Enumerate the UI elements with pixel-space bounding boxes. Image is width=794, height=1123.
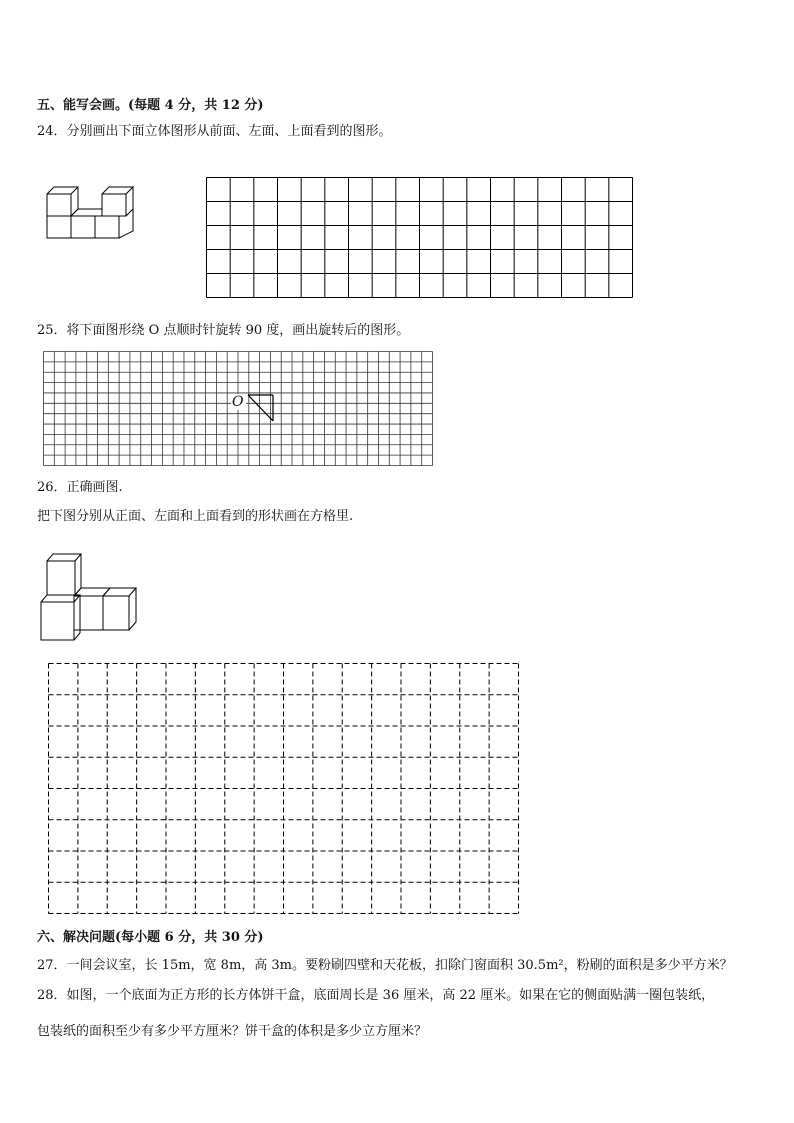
q26-cube-figure (38, 550, 138, 642)
point-o-label: O (232, 394, 244, 410)
question-28-text-line1: 28．如图，一个底面为正方形的长方体饼干盒，底面周长是 36 厘米，高 22 厘米。如果在它的侧面贴满一圈包装纸， (37, 988, 715, 1003)
question-27-text: 27．一间会议室，长 15m，宽 8m，高 3m。要粉刷四壁和天花板，扣除门窗面积 30.5m²，粉刷的面积是多少平方米？ (37, 958, 733, 973)
q26-answer-dashed-grid (48, 663, 520, 915)
question-26-instruction: 把下图分别从正面、左面和上面看到的形状画在方格里. (37, 509, 354, 524)
section-5-title: 五、能写会画。(每题 4 分，共 12 分) (37, 98, 264, 113)
question-25-text: 25．将下面图形绕 O 点顺时针旋转 90 度，画出旋转后的图形。 (37, 323, 410, 338)
question-26-text: 26．正确画图. (37, 480, 123, 495)
q24-answer-grid (206, 177, 634, 298)
question-24-text: 24．分别画出下面立体图形从前面、左面、上面看到的图形。 (37, 124, 392, 139)
section-6-title: 六、解决问题(每小题 6 分，共 30 分) (37, 930, 264, 945)
q24-cube-figure (44, 198, 134, 242)
question-28-text-line2: 包装纸的面积至少有多少平方厘米？饼干盒的体积是多少立方厘米？ (37, 1024, 428, 1039)
